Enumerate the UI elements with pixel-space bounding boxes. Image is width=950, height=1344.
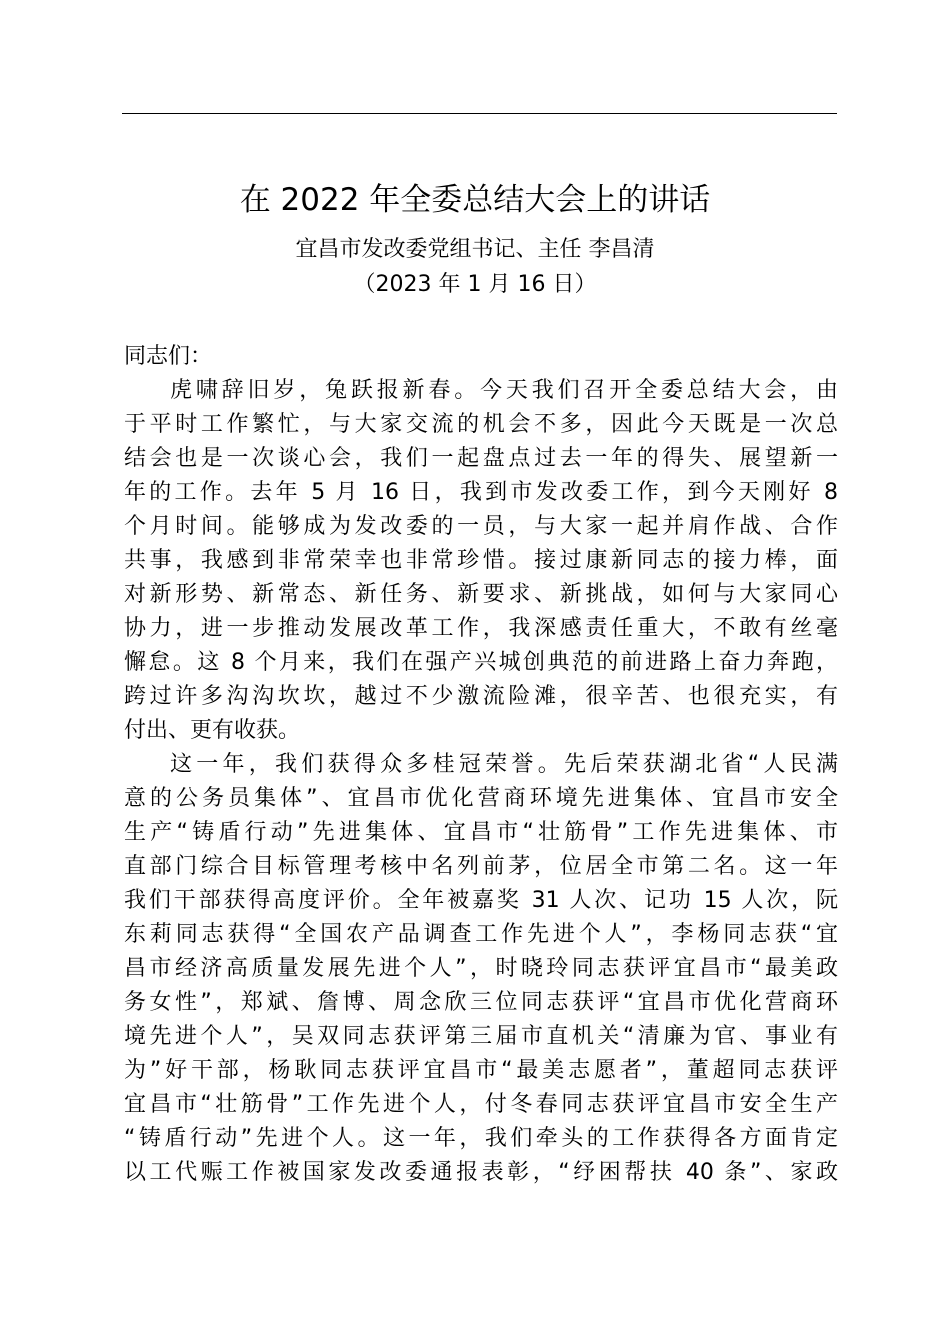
paragraph-line: “铸盾行动”先进个人。这一年，我们牵头的工作获得各方面肯定 (124, 1126, 838, 1151)
paragraph-line: 生产“铸盾行动”先进集体、宜昌市“壮筋骨”工作先进集体、市 (124, 820, 838, 845)
document-date: （2023 年 1 月 16 日） (353, 272, 597, 297)
paragraph-line: 结会也是一次谈心会，我们一起盘点过去一年的得失、展望新一 (124, 446, 838, 471)
paragraph-line: 意的公务员集体”、宜昌市优化营商环境先进集体、宜昌市安全 (124, 786, 838, 811)
paragraph-line: 以工代赈工作被国家发改委通报表彰，“纾困帮扶 40 条”、家政 (124, 1160, 838, 1185)
paragraph-line: 境先进个人”，吴双同志获评第三届市直机关“清廉为官、事业有 (124, 1024, 838, 1049)
header-rule (122, 113, 837, 114)
paragraph-line: 宜昌市“壮筋骨”工作先进个人，付冬春同志获评宜昌市安全生产 (124, 1092, 838, 1117)
paragraph-2 (124, 748, 838, 1190)
paragraph-line: 为”好干部，杨耿同志获评宜昌市“最美志愿者”，董超同志获评 (124, 1058, 838, 1083)
paragraph-line: 我们干部获得高度评价。全年被嘉奖 31 人次、记功 15 人次，阮 (124, 888, 838, 913)
document-title: 在 2022 年全委总结大会上的讲话 (239, 182, 711, 218)
paragraph-line: 直部门综合目标管理考核中名列前茅，位居全市第二名。这一年 (124, 854, 838, 879)
paragraph-line: 跨过许多沟沟坎坎，越过不少激流险滩，很辛苦、也很充实，有 (124, 684, 838, 709)
paragraph-line: 对新形势、新常态、新任务、新要求、新挑战，如何与大家同心 (124, 582, 838, 607)
paragraph-line: 东莉同志获得“全国农产品调查工作先进个人”，李杨同志获“宜 (124, 922, 838, 947)
document-body (124, 340, 838, 1190)
paragraph-line: 这一年，我们获得众多桂冠荣誉。先后荣获湖北省“人民满 (170, 752, 838, 777)
paragraph-line: 个月时间。能够成为发改委的一员，与大家一起并肩作战、合作 (124, 514, 838, 539)
paragraph-line: 年的工作。去年 5 月 16 日，我到市发改委工作，到今天刚好 8 (124, 480, 838, 505)
salutation: 同志们： (124, 344, 213, 369)
paragraph-line: 于平时工作繁忙，与大家交流的机会不多，因此今天既是一次总 (124, 412, 838, 437)
paragraph-line: 懈怠。这 8 个月来，我们在强产兴城创典范的前进路上奋力奔跑， (124, 650, 838, 675)
paragraph-line: 付出、更有收获。 (124, 718, 301, 743)
document-author: 宜昌市发改委党组书记、主任 李昌清 (295, 237, 655, 262)
paragraph-1 (124, 374, 838, 748)
paragraph-line: 昌市经济高质量发展先进个人”，时晓玲同志获评宜昌市“最美政 (124, 956, 838, 981)
paragraph-line: 虎啸辞旧岁，兔跃报新春。今天我们召开全委总结大会，由 (170, 378, 838, 403)
paragraph-line: 共事，我感到非常荣幸也非常珍惜。接过康新同志的接力棒，面 (124, 548, 838, 573)
paragraph-line: 务女性”，郑斌、詹博、周念欣三位同志获评“宜昌市优化营商环 (124, 990, 838, 1015)
paragraph-line: 协力，进一步推动发展改革工作，我深感责任重大，不敢有丝毫 (124, 616, 838, 641)
